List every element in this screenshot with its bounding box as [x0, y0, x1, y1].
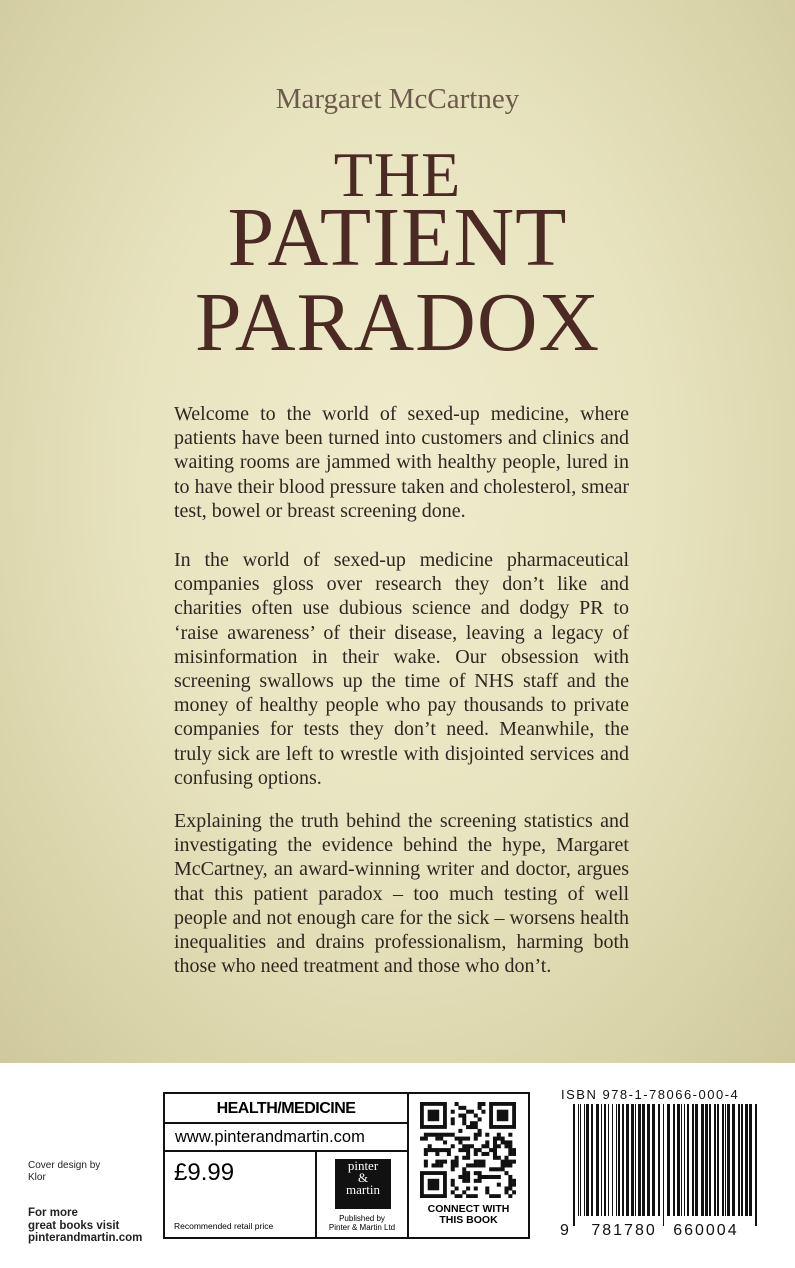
category-label: HEALTH/MEDICINE	[165, 1094, 409, 1124]
rrp-label: Recommended retail price	[174, 1221, 274, 1231]
connect-line-1: CONNECT WITH	[427, 1203, 510, 1215]
publisher-box	[317, 1152, 409, 1237]
more-books-note	[28, 1207, 142, 1245]
blurb-paragraph-2: In the world of sexed-up medicine pharmaceutical companies gloss over research they don’t like and charities often use dubious science and dodgy PR to ‘raise awareness’ of their disease, leaving a legacy of misinformation in their wake. Our obsession with screening swallows up the time of NHS staff and the money of healthy people who pay thousands to private companies for tests they don’t need. Meanwhile, the truly sick are left to wrestle with disjointed services and confusing options.	[174, 549, 629, 789]
isbn-label: ISBN 978-1-78066-000-4	[561, 1087, 740, 1102]
more-books-line-2: great books visit	[28, 1219, 120, 1232]
book-title-line-2: PATIENT	[227, 191, 568, 284]
publisher-website-link[interactable]: www.pinterandmartin.com	[165, 1124, 409, 1152]
cover-design-credit	[28, 1160, 100, 1184]
published-by-note	[317, 1214, 407, 1232]
more-books-line-1: For more	[28, 1207, 78, 1219]
qr-box	[409, 1094, 528, 1237]
price-value: £9.99	[174, 1159, 235, 1186]
qr-code-icon[interactable]	[420, 1102, 516, 1198]
barcode-digits	[560, 1222, 739, 1240]
publisher-name: Pinter & Martin Ltd	[328, 1223, 396, 1232]
book-title-line-3: PARADOX	[194, 276, 601, 369]
cover-design-label: Cover design by	[28, 1160, 101, 1171]
logo-text-1: pinter	[347, 1158, 379, 1173]
connect-line-2: THIS BOOK	[439, 1214, 498, 1226]
publisher-logo	[335, 1159, 391, 1209]
more-books-link[interactable]: pinterandmartin.com	[28, 1232, 143, 1244]
author-name: Margaret McCartney	[275, 83, 520, 115]
barcode-digit-lead: 9	[560, 1222, 571, 1239]
price-box	[165, 1152, 317, 1237]
book-title-line-1: THE	[333, 139, 462, 210]
published-by-label: Published by	[339, 1214, 385, 1223]
blurb-paragraph-3: Explaining the truth behind the screening statistics and investigating the evidence behind the hype, Margaret McCartney, an award-winning writer and doctor, argues that this patient paradox – too much testing of well people and not enough care for the sick – worsens health inequalities and drains professionalism, harming both those who need treatment and those who don’t.	[174, 810, 629, 978]
barcode-digits-group-2: 660004	[673, 1222, 739, 1239]
blurb-paragraph-1: Welcome to the world of sexed-up medicine, where patients have been turned into customers and clinics and waiting rooms are jammed with healthy people, lured in to have their blood pressure taken and cholesterol, smear test, bowel or breast screening done.	[174, 403, 629, 522]
barcode-icon	[573, 1104, 757, 1226]
barcode-digits-group-1: 781780	[591, 1222, 657, 1239]
logo-text-2: &	[357, 1170, 369, 1185]
cover-designer-name: Klor	[28, 1172, 46, 1183]
publisher-info-panel	[163, 1092, 530, 1239]
connect-label	[409, 1204, 528, 1226]
logo-text-3: martin	[346, 1182, 380, 1197]
